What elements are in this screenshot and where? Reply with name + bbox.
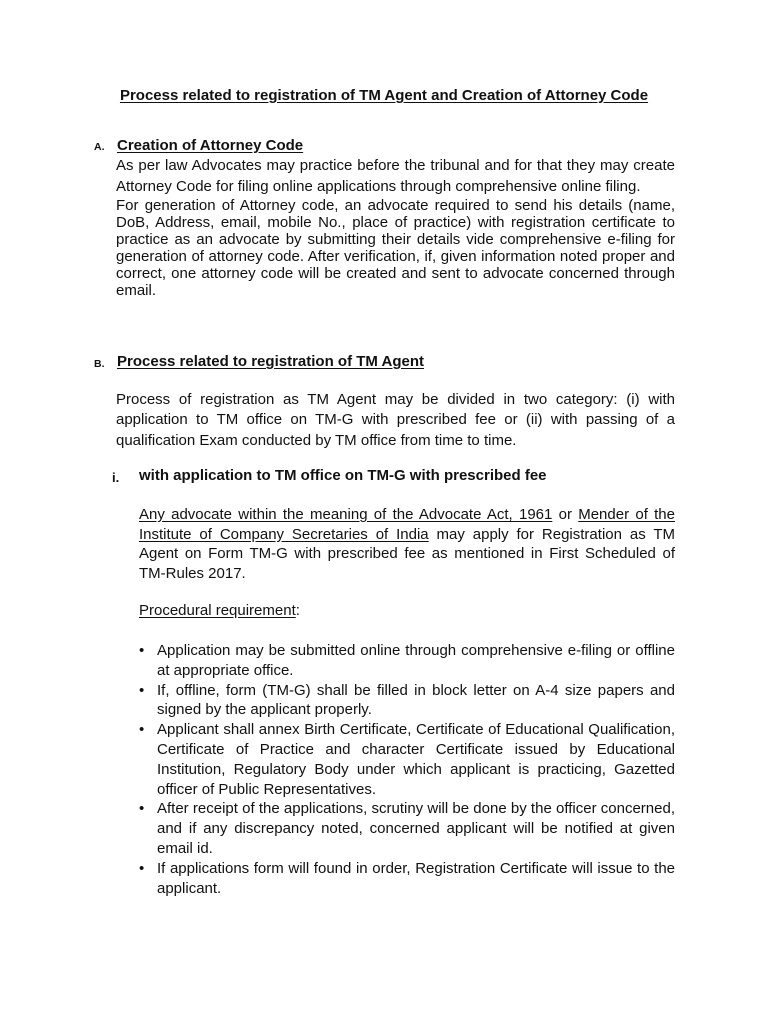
list-item — [137, 641, 675, 681]
procedural-requirement-label — [139, 602, 300, 619]
section-b-intro: Process of registration as TM Agent may be divided in two category: (i) with application to TM office on TM-G with prescribed fee or (ii) with passing of a qualification Exam conducted by TM office from time to time. — [116, 391, 675, 449]
advocate-act-reference: Any advocate within the meaning of the Advocate Act, 1961 — [139, 506, 553, 523]
company-secretaries-reference: Mender of the Institute of Company Secretaries of India — [139, 506, 675, 543]
list-item — [137, 859, 675, 899]
list-item-text: Application may be submitted online through comprehensive e-filing or offline at appropriate office. — [157, 642, 675, 679]
list-item — [137, 720, 675, 799]
bullet-icon: • — [139, 721, 145, 739]
connector-text: or — [552, 506, 579, 523]
list-item-text: If, offline, form (TM-G) shall be filled in block letter on A-4 size papers and signed by the applicant properly. — [157, 681, 675, 719]
procedural-requirement-text: Procedural requirement — [139, 602, 296, 619]
list-item-text: Applicant shall annex Birth Certificate, Certificate of Educational Qualification, Certificate of Practice and character Certificate issued by Educational Institution, Regulatory Body under which applicant is practicing, Gazetted officer of Public Representatives. — [157, 721, 675, 798]
page-title: Process related to registration of TM Agent and Creation of Attorney Code — [119, 87, 649, 104]
bullet-icon: • — [139, 681, 145, 699]
section-a-marker: A. — [94, 141, 105, 153]
section-a-paragraph-1: As per law Advocates may practice before the tribunal and for that they may create Attorney Code for filing online applications through comprehensive online filing. — [116, 157, 675, 195]
subsection-i-marker: i. — [112, 470, 120, 485]
bullet-icon: • — [139, 642, 145, 659]
list-item-text: If applications form will found in order, Registration Certificate will issue to the applicant. — [157, 859, 675, 897]
subsection-i-heading: with application to TM office on TM-G with prescribed fee — [139, 467, 547, 484]
section-a-heading: Creation of Attorney Code — [117, 137, 304, 154]
bullet-icon: • — [139, 859, 145, 877]
list-item — [137, 799, 675, 858]
subsection-i-rest: may apply for Registration as TM Agent on Form TM-G with prescribed fee as mentioned in First Scheduled of TM-Rules 2017. — [139, 525, 675, 583]
section-a-body — [116, 156, 675, 299]
list-item-text: After receipt of the applications, scrutiny will be done by the officer concerned, and if any discrepancy noted, concerned applicant will be notified at given email id. — [157, 800, 675, 857]
list-item — [137, 681, 675, 721]
procedural-bullet-list — [137, 641, 675, 898]
procedural-requirement-colon: : — [295, 602, 300, 619]
bullet-icon: • — [139, 800, 145, 818]
subsection-i-paragraph — [139, 505, 675, 584]
section-a-paragraph-2: For generation of Attorney code, an advocate required to send his details (name, DoB, Address, email, mobile No., place of practice) with registration certificate to practice as an advocate by submitting their details vide comprehensive e-filing for generation of attorney code. After verification, if, given information noted proper and correct, one attorney code will be created and sent to advocate concerned through email. — [116, 197, 675, 299]
section-b-heading: Process related to registration of TM Agent — [117, 353, 424, 370]
section-b-marker: B. — [94, 358, 105, 370]
